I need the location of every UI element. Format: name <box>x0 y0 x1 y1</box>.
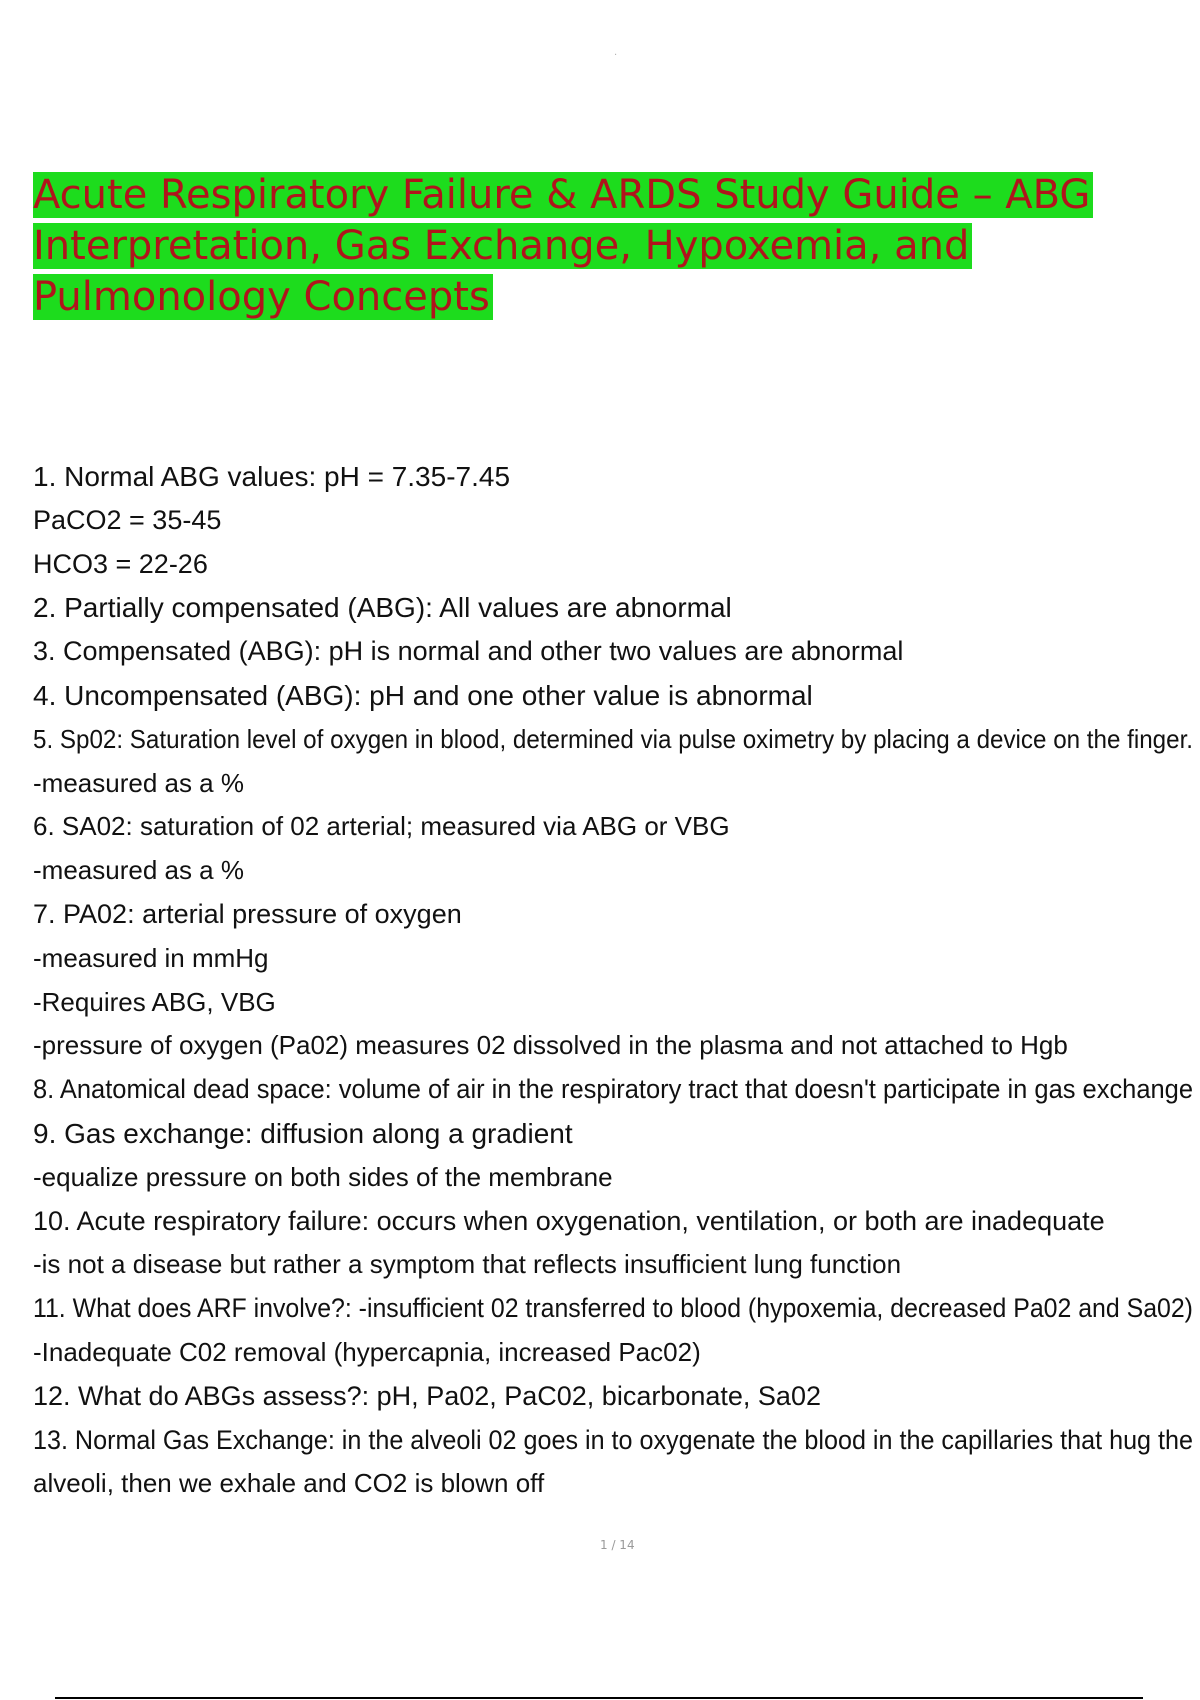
title-line-1: Acute Respiratory Failure & ARDS Study Guide – ABG <box>33 172 1093 218</box>
text-line-13: -Requires ABG, VBG <box>33 986 276 1017</box>
text-line-14: -pressure of oxygen (Pa02) measures 02 dissolved in the plasma and not attached to Hgb <box>33 1030 1068 1061</box>
text-line-12: -measured in mmHg <box>33 942 269 973</box>
document-title <box>33 170 1153 323</box>
text-line-21: -Inadequate C02 removal (hypercapnia, increased Pac02) <box>33 1336 701 1367</box>
text-line-4: 2. Partially compensated (ABG): All values are abnormal <box>33 592 732 624</box>
text-line-22: 12. What do ABGs assess?: pH, Pa02, PaC02, bicarbonate, Sa02 <box>33 1380 821 1411</box>
text-line-7: 5. Sp02: Saturation level of oxygen in blood, determined via pulse oximetry by placing a device on the finger. <box>33 723 1194 754</box>
title-line-3: Pulmonology Concepts <box>33 274 493 320</box>
footer-divider <box>55 1697 1143 1699</box>
text-line-11: 7. PA02: arterial pressure of oxygen <box>33 898 462 929</box>
page-number: 1 / 14 <box>600 1538 635 1552</box>
text-line-9: 6. SA02: saturation of 02 arterial; measured via ABG or VBG <box>33 811 730 842</box>
text-line-8: -measured as a % <box>33 767 244 798</box>
text-line-23: 13. Normal Gas Exchange: in the alveoli 02 goes in to oxygenate the blood in the capillaries that hug the <box>33 1424 1193 1455</box>
text-line-15: 8. Anatomical dead space: volume of air in the respiratory tract that doesn't participate in gas exchange <box>33 1074 1194 1105</box>
text-line-24: alveoli, then we exhale and CO2 is blown off <box>33 1468 545 1499</box>
text-line-6: 4. Uncompensated (ABG): pH and one other value is abnormal <box>33 679 813 711</box>
text-line-17: -equalize pressure on both sides of the membrane <box>33 1161 613 1192</box>
study-guide-content <box>33 455 1193 1506</box>
text-line-3: HCO3 = 22-26 <box>33 548 208 579</box>
text-line-10: -measured as a % <box>33 855 244 886</box>
text-line-20: 11. What does ARF involve?: -insufficient 02 transferred to blood (hypoxemia, decreased Pa02 and Sa02) <box>33 1293 1193 1324</box>
text-line-19: -is not a disease but rather a symptom that reflects insufficient lung function <box>33 1249 902 1280</box>
text-line-1: 1. Normal ABG values: pH = 7.35-7.45 <box>33 461 511 492</box>
page-top-mark: · <box>614 50 618 61</box>
text-line-18: 10. Acute respiratory failure: occurs when oxygenation, ventilation, or both are inadequate <box>33 1205 1105 1236</box>
text-line-16: 9. Gas exchange: diffusion along a gradient <box>33 1117 573 1149</box>
text-line-2: PaCO2 = 35-45 <box>33 504 222 535</box>
text-line-5: 3. Compensated (ABG): pH is normal and other two values are abnormal <box>33 636 904 667</box>
title-line-2: Interpretation, Gas Exchange, Hypoxemia, and <box>33 223 972 269</box>
